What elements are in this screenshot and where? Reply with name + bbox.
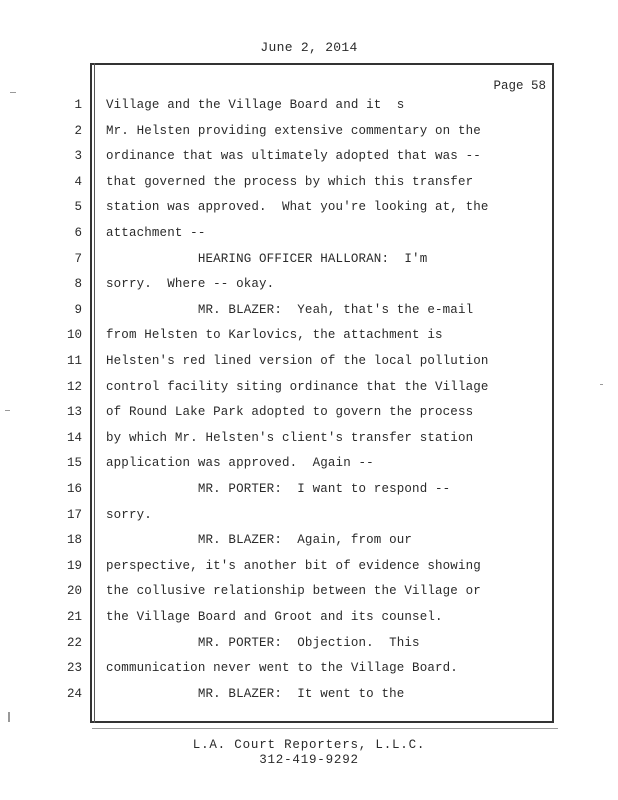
line-number: 18	[66, 533, 82, 547]
line-text: MR. PORTER: Objection. This	[106, 636, 420, 650]
scan-speck	[600, 384, 603, 385]
line-text: Village and the Village Board and it s	[106, 98, 405, 112]
line-number: 19	[66, 559, 82, 573]
line-number: 12	[66, 380, 82, 394]
transcript-date: June 2, 2014	[260, 40, 358, 55]
line-number: 16	[66, 482, 82, 496]
line-text: control facility siting ordinance that the Village	[106, 380, 489, 394]
line-number: 5	[74, 200, 82, 214]
bottom-rule	[92, 728, 558, 729]
line-number: 4	[74, 175, 82, 189]
line-text: of Round Lake Park adopted to govern the process	[106, 405, 474, 419]
line-number: 11	[66, 354, 82, 368]
line-number: 14	[66, 431, 82, 445]
line-text: station was approved. What you're looking at, the	[106, 200, 489, 214]
footer-phone: 312-419-9292	[259, 753, 359, 767]
line-text: the collusive relationship between the Village or	[106, 584, 481, 598]
margin-rule	[94, 63, 95, 723]
line-text: sorry. Where -- okay.	[106, 277, 275, 291]
line-text: perspective, it's another bit of evidence showing	[106, 559, 481, 573]
line-number: 1	[74, 98, 82, 112]
line-text: communication never went to the Village Board.	[106, 661, 458, 675]
line-text: application was approved. Again --	[106, 456, 374, 470]
footer-company: L.A. Court Reporters, L.L.C.	[192, 738, 426, 752]
line-text: MR. BLAZER: It went to the	[106, 687, 405, 701]
line-text: sorry.	[106, 508, 152, 522]
line-text: Helsten's red lined version of the local pollution	[106, 354, 489, 368]
line-text: by which Mr. Helsten's client's transfer station	[106, 431, 474, 445]
line-number: 3	[74, 149, 82, 163]
line-text: HEARING OFFICER HALLORAN: I'm	[106, 252, 428, 266]
line-text: Mr. Helsten providing extensive commentary on the	[106, 124, 481, 138]
line-number: 2	[74, 124, 82, 138]
line-text: MR. BLAZER: Yeah, that's the e-mail	[106, 303, 474, 317]
line-text: from Helsten to Karlovics, the attachment is	[106, 328, 443, 342]
line-text: the Village Board and Groot and its counsel.	[106, 610, 443, 624]
line-number: 6	[74, 226, 82, 240]
line-number: 9	[74, 303, 82, 317]
line-number: 15	[66, 456, 82, 470]
line-text: ordinance that was ultimately adopted that was --	[106, 149, 481, 163]
line-number: 20	[66, 584, 82, 598]
page-number-label: Page 58	[493, 79, 546, 93]
line-number: 23	[66, 661, 82, 675]
scan-speck	[5, 410, 10, 411]
line-text: MR. PORTER: I want to respond --	[106, 482, 451, 496]
line-number: 10	[66, 328, 82, 342]
line-number: 22	[66, 636, 82, 650]
line-number: 8	[74, 277, 82, 291]
line-text: attachment --	[106, 226, 206, 240]
line-text: that governed the process by which this transfer	[106, 175, 474, 189]
line-number: 7	[74, 252, 82, 266]
line-number: 13	[66, 405, 82, 419]
line-number: 21	[66, 610, 82, 624]
scan-speck	[10, 92, 16, 93]
line-text: MR. BLAZER: Again, from our	[106, 533, 413, 547]
line-number: 17	[66, 508, 82, 522]
scan-speck	[8, 712, 10, 722]
line-number: 24	[66, 687, 82, 701]
